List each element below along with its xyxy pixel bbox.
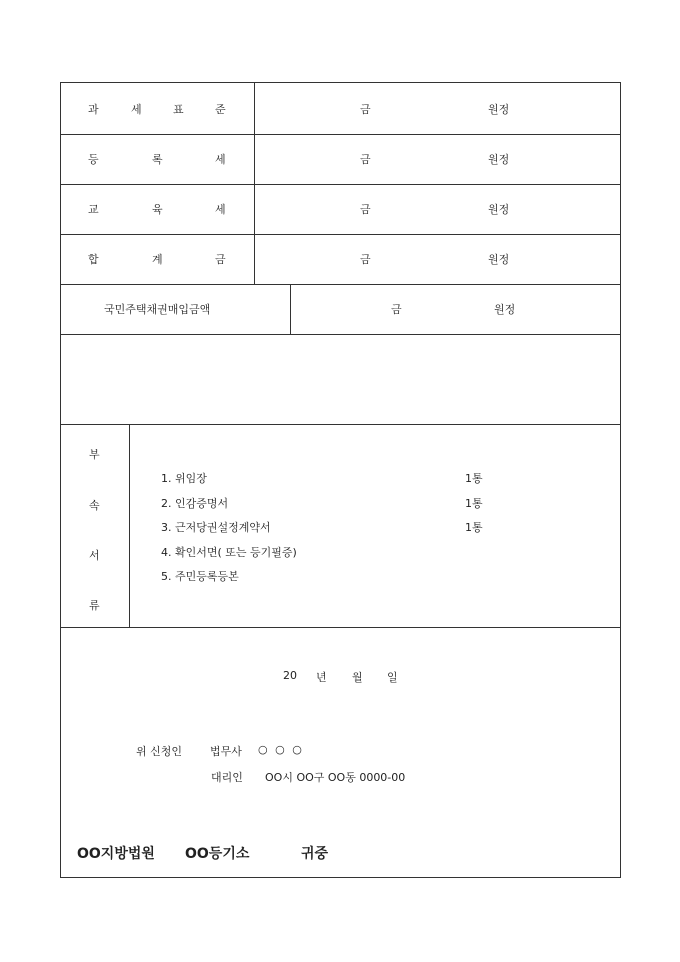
amount-suffix: 원정 <box>488 102 510 116</box>
side-label-char: 류 <box>89 599 100 612</box>
applicant-label: 위 신청인 <box>136 745 183 758</box>
fee-row-total <box>61 234 620 285</box>
column-divider <box>254 83 255 134</box>
fee-row-label <box>61 134 254 184</box>
applicant-name: ○ ○ ○ <box>258 743 304 756</box>
label-char: 계 <box>152 253 163 266</box>
side-label-char: 속 <box>89 499 100 512</box>
attachment-item: 3. 근저당권설정계약서 <box>161 521 271 534</box>
attachment-item: 4. 확인서면( 또는 등기필증) <box>161 546 297 559</box>
attachment-item: 2. 인감증명서 <box>161 497 229 510</box>
registration-form <box>60 82 621 878</box>
fee-row-tax-base <box>61 83 620 135</box>
footer-section <box>61 627 620 877</box>
column-divider <box>129 424 130 627</box>
attachment-qty: 1통 <box>465 472 483 485</box>
date-year: 20 <box>283 669 297 682</box>
amount-prefix: 금 <box>391 303 402 316</box>
column-divider <box>254 184 255 234</box>
label-char: 금 <box>215 253 226 266</box>
label-char: 세 <box>215 153 226 166</box>
side-label-char: 부 <box>89 448 100 461</box>
label-char: 록 <box>152 153 163 166</box>
blank-row <box>61 334 620 425</box>
date-day-label: 일 <box>387 671 398 684</box>
amount-prefix: 금 <box>360 203 371 216</box>
column-divider <box>290 284 291 334</box>
fee-row-label <box>61 83 254 134</box>
date-year-label: 년 <box>316 671 327 684</box>
attachment-qty: 1통 <box>465 521 483 534</box>
side-label-char: 서 <box>89 549 100 562</box>
fee-row-registration-tax <box>61 134 620 185</box>
label-char: 세 <box>131 102 142 116</box>
bond-purchase-label: 국민주택채권매입금액 <box>104 303 211 316</box>
label-char: 세 <box>215 203 226 216</box>
date-month-label: 월 <box>352 671 363 684</box>
amount-suffix: 원정 <box>488 203 510 216</box>
applicant-role: 법무사 <box>210 745 242 758</box>
label-char: 합 <box>88 253 99 266</box>
column-divider <box>254 234 255 284</box>
salutation: 귀중 <box>301 846 329 862</box>
attachment-item: 5. 주민등록등본 <box>161 570 239 583</box>
label-char: 교 <box>88 203 99 216</box>
amount-prefix: 금 <box>360 253 371 266</box>
label-char: 준 <box>215 102 226 116</box>
attachment-qty: 1통 <box>465 497 483 510</box>
agent-address: OO시 OO구 OO동 0000-00 <box>265 771 406 784</box>
label-char: 과 <box>88 102 99 116</box>
amount-suffix: 원정 <box>488 153 510 166</box>
attachment-item: 1. 위임장 <box>161 472 207 485</box>
attachments-section <box>61 424 620 628</box>
court-name: OO지방법원 <box>77 846 155 862</box>
column-divider <box>254 134 255 184</box>
label-char: 등 <box>88 153 99 166</box>
agent-label: 대리인 <box>211 771 243 784</box>
fee-row-education-tax <box>61 184 620 235</box>
amount-suffix: 원정 <box>488 253 510 266</box>
amount-prefix: 금 <box>360 153 371 166</box>
fee-row-label <box>61 184 254 234</box>
amount-suffix: 원정 <box>494 303 516 316</box>
fee-row-label <box>61 234 254 284</box>
label-char: 표 <box>173 102 184 116</box>
amount-prefix: 금 <box>360 102 371 116</box>
registry-name: OO등기소 <box>185 846 250 862</box>
bond-purchase-row <box>61 284 620 335</box>
label-char: 육 <box>152 203 163 216</box>
